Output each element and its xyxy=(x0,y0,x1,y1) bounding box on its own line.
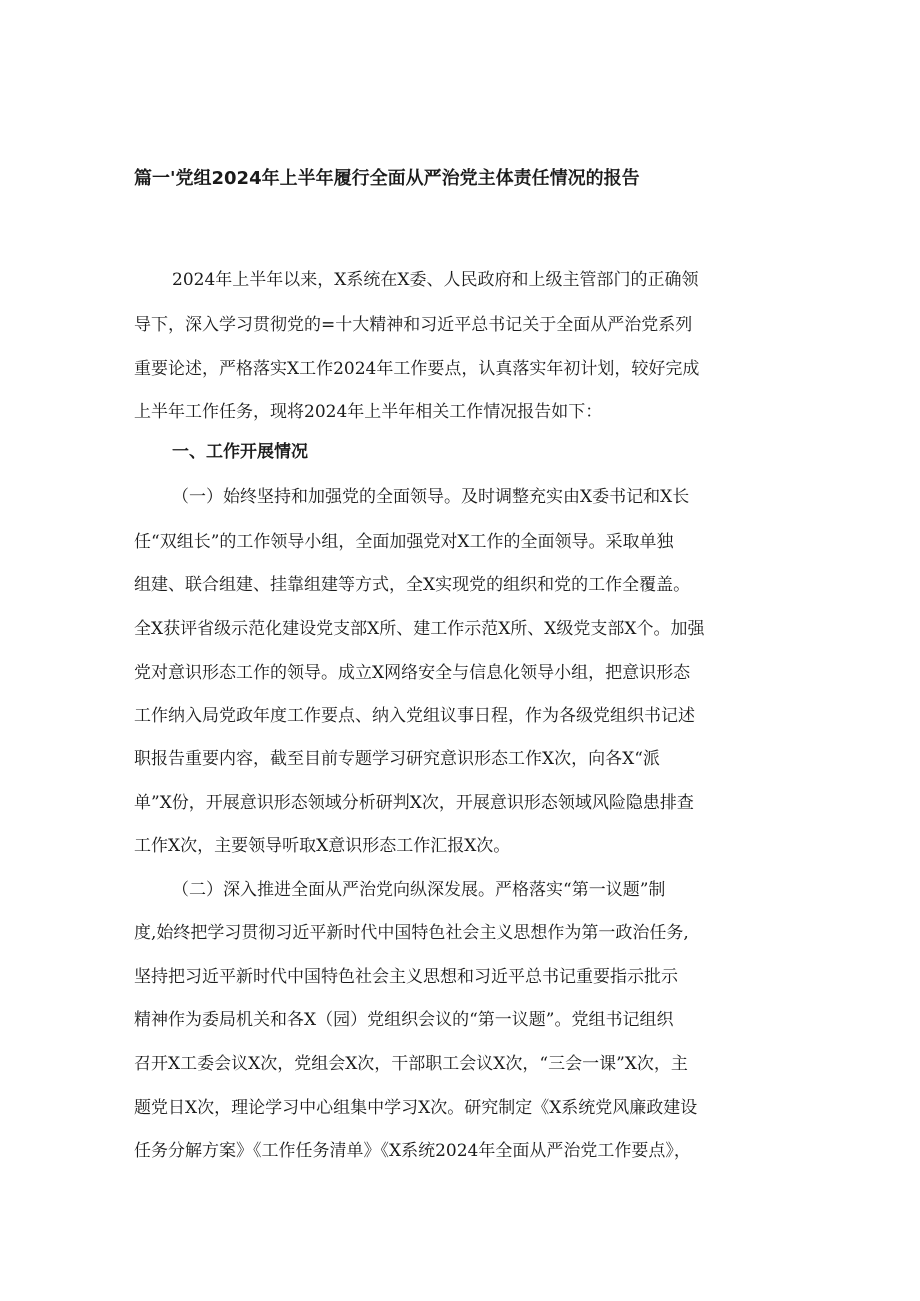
paragraph-line: 职报告重要内容，截至目前专题学习研究意识形态工作X次，向各X“派 xyxy=(134,749,660,769)
intro-line: 2024年上半年以来，X系统在X委、人民政府和上级主管部门的正确领 xyxy=(172,270,699,290)
document-title: 篇一'党组2024年上半年履行全面从严治党主体责任情况的报告 xyxy=(134,168,640,189)
paragraph-line: 任务分解方案》《工作任务清单》《X系统2024年全面从严治党工作要点》， xyxy=(134,1141,691,1161)
paragraph-line: 全X获评省级示范化建设党支部X所、建工作示范X所、X级党支部X个。加强 xyxy=(134,619,705,639)
paragraph-line: （一）始终坚持和加强党的全面领导。及时调整充实由X委书记和X长 xyxy=(172,487,690,507)
paragraph-line: 召开X工委会议X次，党组会X次，干部职工会议X次，“三会一课”X次，主 xyxy=(134,1054,688,1074)
paragraph-line: 题党日X次，理论学习中心组集中学习X次。研究制定《X系统党风廉政建设 xyxy=(134,1098,698,1118)
paragraph-line: 坚持把习近平新时代中国特色社会主义思想和习近平总书记重要指示批示 xyxy=(134,967,678,987)
intro-line: 重要论述，严格落实X工作2024年工作要点，认真落实年初计划，较好完成 xyxy=(134,359,700,379)
intro-line: 上半年工作任务，现将2024年上半年相关工作情况报告如下： xyxy=(134,402,603,422)
paragraph-line: 工作X次，主要领导听取X意识形态工作汇报X次。 xyxy=(134,836,511,856)
paragraph-line: 单”X份，开展意识形态领域分析研判X次，开展意识形态领域风险隐患排查 xyxy=(134,793,694,813)
paragraph-line: 精神作为委局机关和各X（园）党组织会议的“第一议题”。党组书记组织 xyxy=(134,1010,674,1030)
paragraph-line: 任“双组长”的工作领导小组，全面加强党对X工作的全面领导。采取单独 xyxy=(134,532,674,552)
section-heading: 一、工作开展情况 xyxy=(172,442,308,462)
paragraph-line: （二）深入推进全面从严治党向纵深发展。严格落实“第一议题”制 xyxy=(172,880,666,900)
paragraph-line: 工作纳入局党政年度工作要点、纳入党组议事日程，作为各级党组织书记述 xyxy=(134,706,695,726)
paragraph-line: 度,始终把学习贯彻习近平新时代中国特色社会主义思想作为第一政治任务, xyxy=(134,923,689,943)
intro-line: 导下，深入学习贯彻党的=十大精神和习近平总书记关于全面从严治党系列 xyxy=(134,315,693,335)
paragraph-line: 党对意识形态工作的领导。成立X网络安全与信息化领导小组，把意识形态 xyxy=(134,663,691,683)
paragraph-line: 组建、联合组建、挂靠组建等方式，全X实现党的组织和党的工作全覆盖。 xyxy=(134,575,691,595)
